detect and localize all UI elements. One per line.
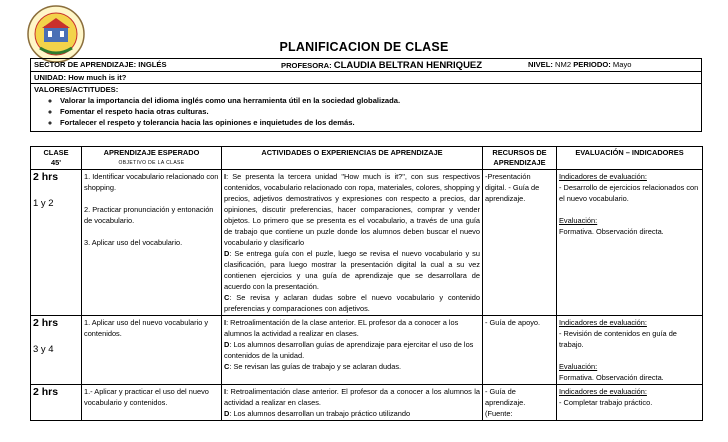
plan-table [30,146,703,421]
table-row [31,316,703,385]
valores-list [34,95,698,128]
aprendizaje-cell: 1. Aplicar uso del nuevo vocabulario y contenidos. [82,316,222,385]
sector-label: SECTOR DE APRENDIZAJE: [34,60,137,69]
valor-item: ◦ Fortalecer el respeto y tolerancia hacia las opiniones e inquietudes de los demás. [60,117,698,128]
clase-hrs: 2 hrs [33,317,59,329]
actividades-cell: I: Retroalimentación clase anterior. El profesor da a conocer a los alumnos la actividad a realizar en clases. D: Los alumnos desarrollan un trabajo práctico utilizando [222,385,483,421]
nivel-label: NIVEL: [528,60,553,69]
col-actividades: ACTIVIDADES O EXPERIENCIAS DE APRENDIZAJE [222,147,483,170]
periodo-value: Mayo [612,60,632,69]
sector-value: INGLÉS [138,60,167,69]
recursos-cell: - Guía de apoyo. [483,316,557,385]
header-info-row [31,59,702,72]
evaluacion-cell: Indicadores de evaluación: - Revisión de contenidos en guía de trabajo. Evaluación: Formativa. Observación directa. [557,316,703,385]
col-clase: CLASE 45' [31,147,82,170]
profesora-value: CLAUDIA BELTRAN HENRIQUEZ [333,60,483,71]
clase-num: 1 y 2 [33,198,54,209]
aprendizaje-cell: 1.- Aplicar y practicar el uso del nuevo vocabulario y contenidos. [82,385,222,421]
actividades-cell: I: Se presenta la tercera unidad "How much is it?", con sus respectivos contenidos, vocabulario relacionado con ropa, materiales, colores, shopping y precios, adjetivos demostrativos y expresiones con respecto a precios, dar opiniones, discutir preferencias, hacer comparaciones, comprar y vender objetos. Lo primero que se presenta es el vocabulario, a través de una guía de trabajo que contiene un puzle donde los alumnos deben buscar el nuevo vocabulario y clasificarlo D: Se entrega guía con el puzle, luego se revisa el nuevo vocabulario y su clasificación, para luego mostrar la presentación digital la cual a su vez contienen ejercicios y una guía de aprendizaje que se desarrollara de acuerdo con la presentación. C: Se revisa y aclaran dudas sobre el nuevo vocabulario y contenido preferencias y comparaciones con adjetivos. [222,170,483,316]
unidad-row [31,72,702,84]
page-title: PLANIFICACION DE CLASE [279,40,449,54]
table-row [31,385,703,421]
school-seal-logo [26,4,86,64]
actividades-cell: I: Retroalimentación de la clase anterior. EL profesor da a conocer a los alumnos la actividad a realizar en clases. D: Los alumnos desarrollan guías de aprendizaje para ejercitar el uso de los contenidos de la unidad. C: Se revisan las guías de trabajo y se aclaran dudas. [222,316,483,385]
clase-num: 3 y 4 [33,344,54,355]
col-recursos: RECURSOS DE APRENDIZAJE [483,147,557,170]
valores-label: VALORES/ACTITUDES: [34,85,119,94]
evaluacion-cell: Indicadores de evaluación: - Desarrollo de ejercicios relacionados con el nuevo vocabulario. Evaluación: Formativa. Observación directa. [557,170,703,316]
valor-item: ◦ Fomentar el respeto hacia otras culturas. [60,106,698,117]
recursos-cell: -Presentación digital. - Guía de aprendizaje. [483,170,557,316]
header-table [30,58,702,132]
recursos-cell: - Guía de aprendizaje. (Fuente: [483,385,557,421]
table-row [31,170,703,316]
periodo-label: PERIODO: [573,60,611,69]
valor-item: ◦ Valorar la importancia del idioma inglés como una herramienta útil en la sociedad globalizada. [60,95,698,106]
aprendizaje-cell: 1. Identificar vocabulario relacionado con shopping. 2. Practicar pronunciación y entonación de vocabulario. 3. Aplicar uso del vocabulario. [82,170,222,316]
unidad-value: How much is it? [68,73,127,82]
clase-hrs: 2 hrs [33,386,59,398]
evaluacion-cell: Indicadores de evaluación: - Completar trabajo práctico. [557,385,703,421]
profesora-label: PROFESORA: [281,61,332,70]
col-aprendizaje: APRENDIZAJE ESPERADO OBJETIVO DE LA CLASE [82,147,222,170]
clase-hrs: 2 hrs [33,171,59,183]
valores-cell [31,84,702,132]
nivel-value: NM2 [555,60,572,69]
col-evaluacion: EVALUACIÓN – INDICADORES [557,147,703,170]
unidad-label: UNIDAD: [34,73,67,82]
